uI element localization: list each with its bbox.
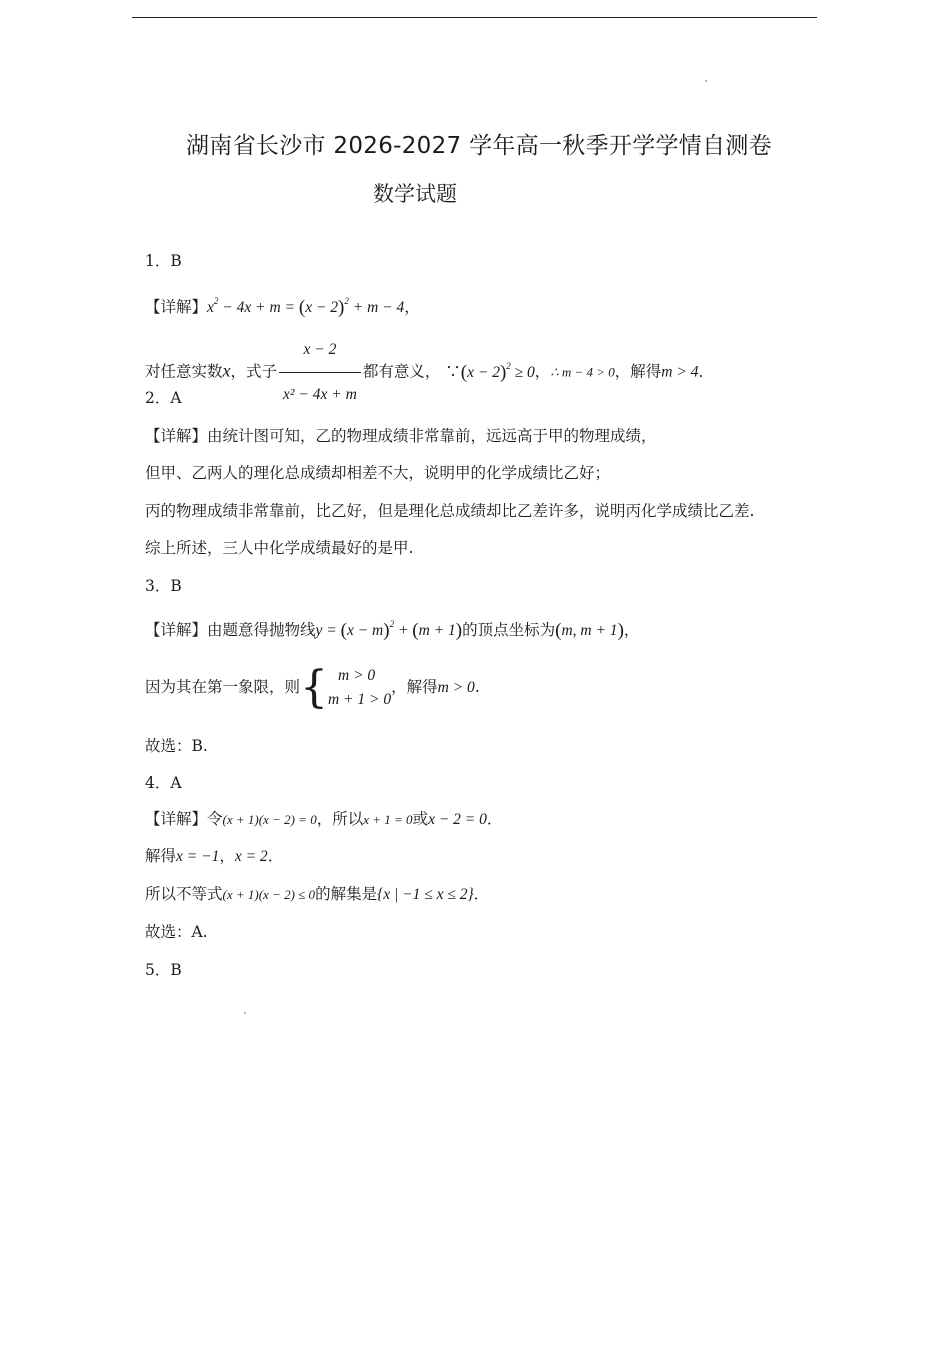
q3-conclusion: 故选：B. [145, 737, 208, 755]
q3-detail-line2: 因为其在第一象限，则{ m > 0 m + 1 > 0 ，解得m > 0. [145, 662, 480, 713]
q1-detail-line2: 对任意实数x，式子 $\frac{x - 2}{\text{x² − 4x + m}}$ 都有意义， ∵(x − 2)$^2$ ≥ 0，∴ m − 4 > 0，解得m > 4． [145, 330, 714, 415]
speck-mark [705, 80, 707, 82]
document-subtitle: 数学试题 [373, 182, 457, 206]
inequality-system: m > 0 m + 1 > 0 [328, 667, 392, 708]
brace-icon: { [300, 662, 329, 713]
detail-tag: 【详解】 [145, 298, 208, 316]
q2-detail-line1: 【详解】由统计图可知，乙的物理成绩非常靠前，远远高于甲的物理成绩， [145, 427, 657, 445]
q2-detail-line4: 综上所述，三人中化学成绩最好的是甲. [145, 539, 414, 557]
q1-answer: 1．B [145, 252, 182, 270]
q3-detail-line1: 【详解】由题意得抛物线$y = (x - m)^2 + (m + 1)$的顶点坐标为(m, m + 1)， [145, 619, 640, 641]
q4-detail-line3: 所以不等式(x + 1)(x − 2) ≤ 0的解集是{x | −1 ≤ x ≤ 2}． [145, 885, 490, 903]
speck-mark [244, 1012, 246, 1014]
header-rule [132, 17, 817, 18]
math-expr: $x^2 - 4x + m = (x - 2)^2 + m - 4$ [207, 296, 405, 318]
q5-answer: 5．B [145, 961, 182, 979]
q4-detail-line2: 解得x = −1，x = 2． [145, 847, 284, 865]
document-title: 湖南省长沙市 2026-2027 学年高一秋季开学学情自测卷 [186, 133, 772, 159]
q1-detail-line1: 【详解】$x^2 - 4x + m = (x - 2)^2 + m - 4$， [145, 296, 420, 318]
q2-detail-line3: 丙的物理成绩非常靠前，比乙好，但是理化总成绩却比乙差许多，说明丙化学成绩比乙差. [145, 502, 755, 520]
q4-detail-line1: 【详解】令(x + 1)(x − 2) = 0，所以x + 1 = 0或x − 2 = 0． [145, 810, 503, 828]
q3-answer: 3．B [145, 577, 182, 595]
q4-conclusion: 故选：A. [145, 923, 208, 941]
q2-detail-line2: 但甲、乙两人的理化总成绩却相差不大，说明甲的化学成绩比乙好； [145, 464, 611, 482]
fraction: $\frac{x - 2}{\text{x² − 4x + m}}$ [279, 330, 361, 415]
q2-answer: 2．A [145, 389, 182, 407]
q4-answer: 4．A [145, 774, 182, 792]
